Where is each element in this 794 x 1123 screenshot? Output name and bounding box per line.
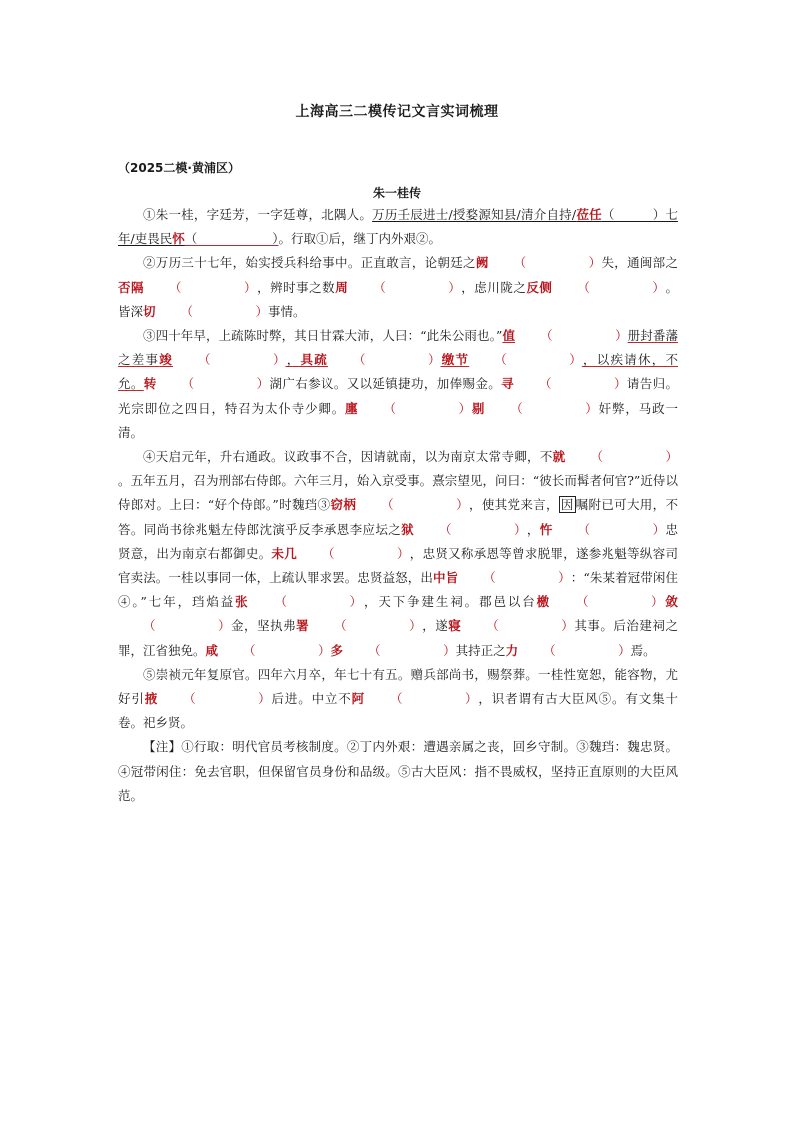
answer-blank[interactable]: （ ） <box>540 328 628 344</box>
answer-blank[interactable]: （ ） <box>510 400 598 416</box>
paragraph-1: ①朱一桂，字廷芳，一字廷尊，北隅人。万历壬辰进士/授婺源知县/清介自持/莅任（ ）七年/吏畏民怀（ ）。行取①后，继丁内外艰②。 <box>118 207 678 247</box>
keyword: 否隔 <box>118 279 145 295</box>
keyword: 阙 <box>475 255 489 271</box>
article-title: 朱一桂传 <box>372 186 421 200</box>
answer-blank[interactable]: （ ） <box>243 642 331 658</box>
keyword: 阿 <box>351 691 366 707</box>
answer-blank[interactable]: （ ） <box>381 497 469 513</box>
keyword: 竣 <box>159 352 173 368</box>
answer-blank[interactable]: （ ） <box>390 691 478 707</box>
keyword: 反侧 <box>526 279 553 295</box>
keyword: 莅任 <box>576 207 602 222</box>
keyword: 剔 <box>471 400 486 416</box>
notes: 【注】①行取：明代官员考核制度。②丁内外艰：遭遇亲属之丧，回乡守制。③魏珰：魏忠贤。④冠带闲住：免去官职，但保留官员身份和品级。⑤古大臣风：指不畏威权，坚持正直原则的大臣风范。 <box>118 739 678 803</box>
boxed-character: 因 <box>560 497 574 513</box>
answer-blank[interactable]: （ ） <box>353 352 441 368</box>
answer-blank[interactable]: （ ） <box>383 400 472 416</box>
answer-blank[interactable]: （ ） <box>590 449 678 465</box>
keyword: 周 <box>335 279 349 295</box>
answer-blank[interactable]: （ ） <box>183 691 271 707</box>
answer-blank[interactable]: （ ） <box>180 303 269 319</box>
keyword: 署 <box>296 618 310 634</box>
keyword: 怀 <box>172 231 185 247</box>
page-title: 上海高三二模传记文言实词梳理 <box>295 104 499 120</box>
keyword: 具疏 <box>300 352 328 368</box>
answer-blank[interactable]: （ ） <box>143 618 231 634</box>
keyword: 转 <box>143 376 157 392</box>
answer-blank[interactable]: （ ） <box>543 642 631 658</box>
keyword: 忤 <box>539 521 553 537</box>
keyword: 值 <box>502 328 516 344</box>
answer-blank[interactable]: （ ） <box>334 618 422 634</box>
keyword: 就 <box>552 449 566 465</box>
answer-blank[interactable]: （ ） <box>576 594 664 610</box>
source-label: （2025二模·黄浦区） <box>118 161 240 175</box>
keyword: 多 <box>330 642 344 658</box>
answer-blank[interactable]: （ ） <box>169 279 257 295</box>
keyword: 檄 <box>536 594 552 610</box>
answer-blank[interactable]: （ ） <box>438 521 527 537</box>
answer-blank[interactable]: （ ） <box>373 279 461 295</box>
keyword: 掖 <box>144 691 159 707</box>
answer-blank[interactable]: （ ） <box>486 618 574 634</box>
keyword: 寻 <box>501 376 514 392</box>
paragraph-2: ②万历三十七年，始实授兵科给事中。正直敢言，论朝廷之阙 （ ）失，通闽部之否隔 （ ），辨时事之数周 （ ），虑川陇之反侧 （ ）。皆深切 （ ）事情。 <box>118 251 678 324</box>
keyword: 缴节 <box>440 352 470 368</box>
answer-blank[interactable]: （ ） <box>368 642 456 658</box>
keyword: 切 <box>143 303 156 319</box>
answer-blank[interactable]: （ ） <box>577 279 665 295</box>
answer-blank[interactable]: （ ） <box>322 545 410 561</box>
paragraph-4: ④天启元年，升右通政。议政事不合，因请就南，以为南京太常寺卿，不就 （ ）。五年五月，召为刑部右侍郎。六年三月，始入京受事。熹宗望见，问曰：“彼长而髯者何官?”近侍以侍郎对。上曰：“好个侍郎。”时魏珰③窃柄 （ ），使其党来言， 因 嘱附已可大用，不答。同尚书徐兆魁左侍郎沈演乎反李承恩李应坛之狱 （ ），忤 （ ）忠贤意，出为南京右都御史。未几 （ ），忠贤又称承恩等曾求脱罪，遂参兆魁等纵容司官卖法。一桂以事同一体，上疏认罪求罢。忠贤益怒，出中旨 （ ）：“朱某着冠带闲住④。”七年，珰焰益张 （ ），天下争建生祠。郡邑以台檄 （ ）敛（ ）金，坚执弗署 （ ），遂寝 （ ）其事。后治建祠之罪，江省独免。咸 （ ）多 （ ）其持正之力 （ ）焉。 <box>118 445 678 663</box>
keyword: 张 <box>235 594 250 610</box>
keyword: 窃柄 <box>330 497 357 513</box>
paragraph-5: ⑤崇祯元年复原官。四年六月卒，年七十有五。赠兵部尚书，赐祭葬。一桂性宽恕，能容物，尤好引掖 （ ）后进。中立不阿 （ ），识者谓有古大臣风⑤。有文集十卷。祀乡贤。 <box>118 666 678 731</box>
keyword: 力 <box>505 642 519 658</box>
answer-blank[interactable]: （ ） <box>184 231 279 247</box>
keyword: 敛 <box>663 594 678 610</box>
answer-blank[interactable]: （ ） <box>494 352 582 368</box>
answer-blank[interactable]: （ ） <box>538 376 627 392</box>
keyword: 中旨 <box>432 570 459 586</box>
answer-blank[interactable]: （ ） <box>513 255 602 271</box>
answer-blank[interactable]: （ ） <box>483 570 571 586</box>
answer-blank[interactable]: （ ） <box>181 376 270 392</box>
answer-blank[interactable]: （ ） <box>274 594 363 610</box>
answer-blank[interactable]: （ ） <box>577 521 666 537</box>
paragraph-3: ③四十年早，上疏陈时弊，其日甘霖大沛，人曰：“此朱公雨也。”值 （ ）册封番藩之差事竣 （ ），具疏 （ ）缴节 （ ），以疾请休，不允。转 （ ）湖广右参议。又以延镇捷功，加俸赐金。寻 （ ）请告归。光宗即位之四日，特召为太仆寺少卿。廛 （ ）剔 （ ）奸弊，马政一清。 <box>118 324 678 445</box>
keyword: 狱 <box>401 521 414 537</box>
keyword: 未几 <box>271 545 297 561</box>
article-body <box>118 203 678 808</box>
keyword: 廛 <box>345 400 359 416</box>
keyword: 咸 <box>205 642 219 658</box>
keyword: 寝 <box>448 618 462 634</box>
answer-blank[interactable]: （ ） <box>197 352 286 368</box>
